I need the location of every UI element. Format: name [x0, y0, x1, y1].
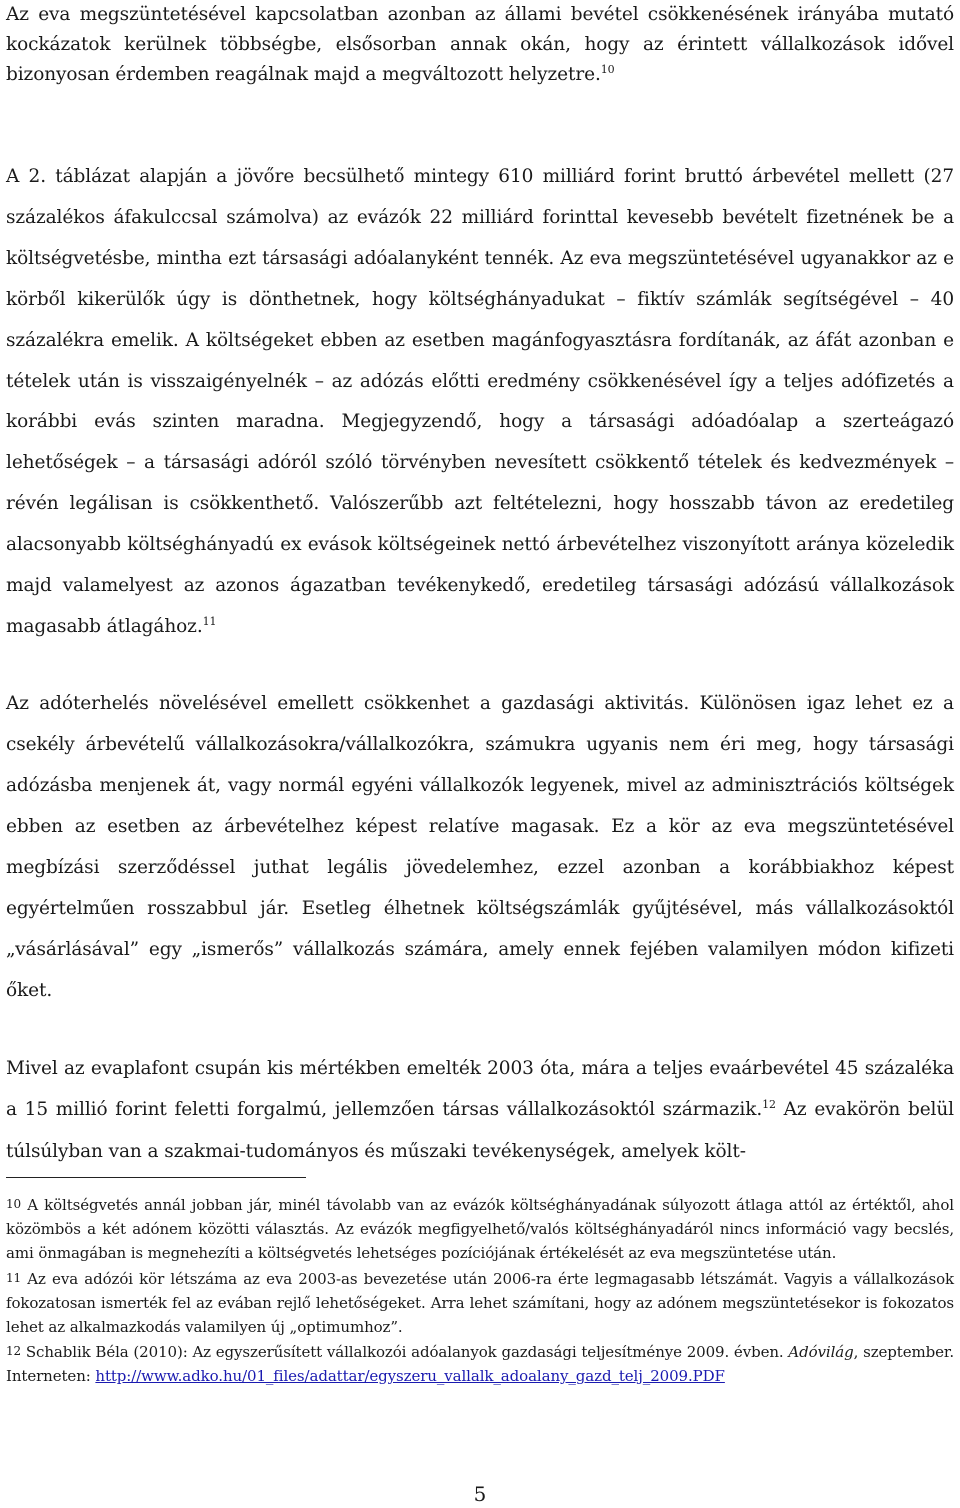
paragraph-text: A 2. táblázat alapján a jövőre becsülhető mintegy 610 milliárd forint bruttó árbevétel mellett (27 százalékos áfakulccsal számolva) az evázók 22 milliárd forinttal kevesebb bevételt fizetnének be a költségvetésbe, mintha ezt társasági adóalanyként tennék. Az eva megszüntetésével ugyanakkor az e körből kikerülők úgy is dönthetnek, hogy költséghányadukat – fiktív számlák segítségével – 40 százalékra emelik. A költségeket ebben az esetben magánfogyasztásra fordítanák, az áfát azonban e tételek után is visszaigényelnék – az adózás előtti eredmény csökkenésével így a teljes adófizetés a korábbi evás szinten maradna. Megjegyzendő, hogy a társasági adóadóalap a szerteágazó lehetőségek – a társasági adóról szóló törvényben nevesített csökkentő tételek és kedvezmények – révén legálisan is csökkenthető. Valószerűbb azt feltételezni, hogy hosszabb távon az eredetileg alacsonyabb költséghányadú ex evások költségeinek nettó árbevételhez viszonyított aránya közeledik majd valamelyest az azonos ágazatban tevékenykedő, eredetileg társasági adózású vállalkozások magasabb átlagához. — [6, 166, 954, 637]
footnote-11 — [6, 1266, 954, 1340]
footnote-text: Az eva adózói kör létszáma az eva 2003-as bevezetése után 2006-ra érte legmagasabb létszámát. Vagyis a vállalkozások fokozatosan ismerték fel az evában rejlő lehetőségeket. Arra lehet számítani, hogy az adónem megszüntetésekor is fokozatos lehet az alkalmazkodás valamilyen új „optimumhoz”. — [6, 1269, 954, 1337]
footnote-journal: Adóvilág — [788, 1343, 854, 1362]
page-number: 5 — [473, 1482, 487, 1506]
footnotes — [6, 1192, 954, 1389]
footnote-10 — [6, 1192, 954, 1266]
footnote-separator — [6, 1177, 306, 1178]
footnote-text: Schablik Béla (2010): Az egyszerűsített vállalkozói adóalanyok gazdasági teljesítménye 2009. évben. — [21, 1343, 789, 1362]
paragraph-text: Az eva megszüntetésével kapcsolatban azonban az állami bevétel csökkenésének irányába mutató kockázatok kerülnek többségbe, elsősorban annak okán, hogy az érintett vállalkozások idővel bizonyosan érdemben reagálnak majd a megváltozott helyzetre. — [6, 4, 954, 85]
footnote-date: , szeptember. Interneten: — [6, 1343, 954, 1386]
paragraph-text: Mivel az evaplafont csupán kis mértékben emelték 2003 óta, mára a teljes evaárbevétel 45 százaléka a 15 millió forint feletti forgalmú, jellemzően társas vállalkozásoktól származik. — [6, 1058, 954, 1121]
footnote-number: 10 — [6, 1197, 22, 1211]
paragraph-text-continued: Az evakörön belül túlsúlyban van a szakmai-tudományos és műszaki tevékenységek, amelyek költ- — [6, 1099, 954, 1162]
footnote-ref-10[interactable]: 10 — [600, 63, 615, 76]
footnote-ref-12[interactable]: 12 — [762, 1098, 776, 1112]
footnote-number: 11 — [6, 1270, 22, 1285]
footnote-ref-11[interactable]: 11 — [202, 614, 217, 628]
document-page — [6, 0, 954, 1508]
paragraph-eva-risks — [6, 0, 954, 90]
footnote-source-link[interactable]: http://www.adko.hu/01_files/adattar/egyszeru_vallalk_adoalany_gazd_telj_2009.PDF — [95, 1367, 725, 1386]
footnote-12 — [6, 1339, 954, 1388]
paragraph-economic-activity — [6, 683, 954, 1011]
paragraph-text: Az adóterhelés növelésével emellett csökkenhet a gazdasági aktivitás. Különösen igaz lehet ez a csekély árbevételű vállalkozásokra/vállalkozókra, számukra ugyanis nem éri meg, hogy társasági adózásba menjenek át, vagy normál egyéni vállalkozók legyenek, mivel az adminisztrációs költségek ebben az esetben az árbevételhez képest relatíve magasak. Ez a kör az eva megszüntetésével megbízási szerződéssel juthat legális jövedelemhez, ezzel azonban a korábbiakhoz képest egyértelműen rosszabbul jár. Esetleg élhetnek költségszámlák gyűjtésével, más vállalkozásoktól „vásárlásával” egy „ismerős” vállalkozás számára, amely ennek fejében valamilyen módon kifizeti őket. — [6, 693, 954, 1001]
paragraph-eva-ceiling — [6, 1048, 954, 1172]
paragraph-table-estimate — [6, 157, 954, 648]
footnote-text: A költségvetés annál jobban jár, minél távolabb van az evázók költséghányadának súlyozott átlaga attól az értéktől, ahol közömbös a két adónem közötti választás. Az evázók megfigyelhető/valós költséghányadáról nincs információ vagy becslés, ami önmagában is megnehezíti a költségvetés lehetséges pozíciójának értékelését az eva megszüntetése után. — [6, 1196, 954, 1263]
footnote-number: 12 — [6, 1344, 22, 1359]
